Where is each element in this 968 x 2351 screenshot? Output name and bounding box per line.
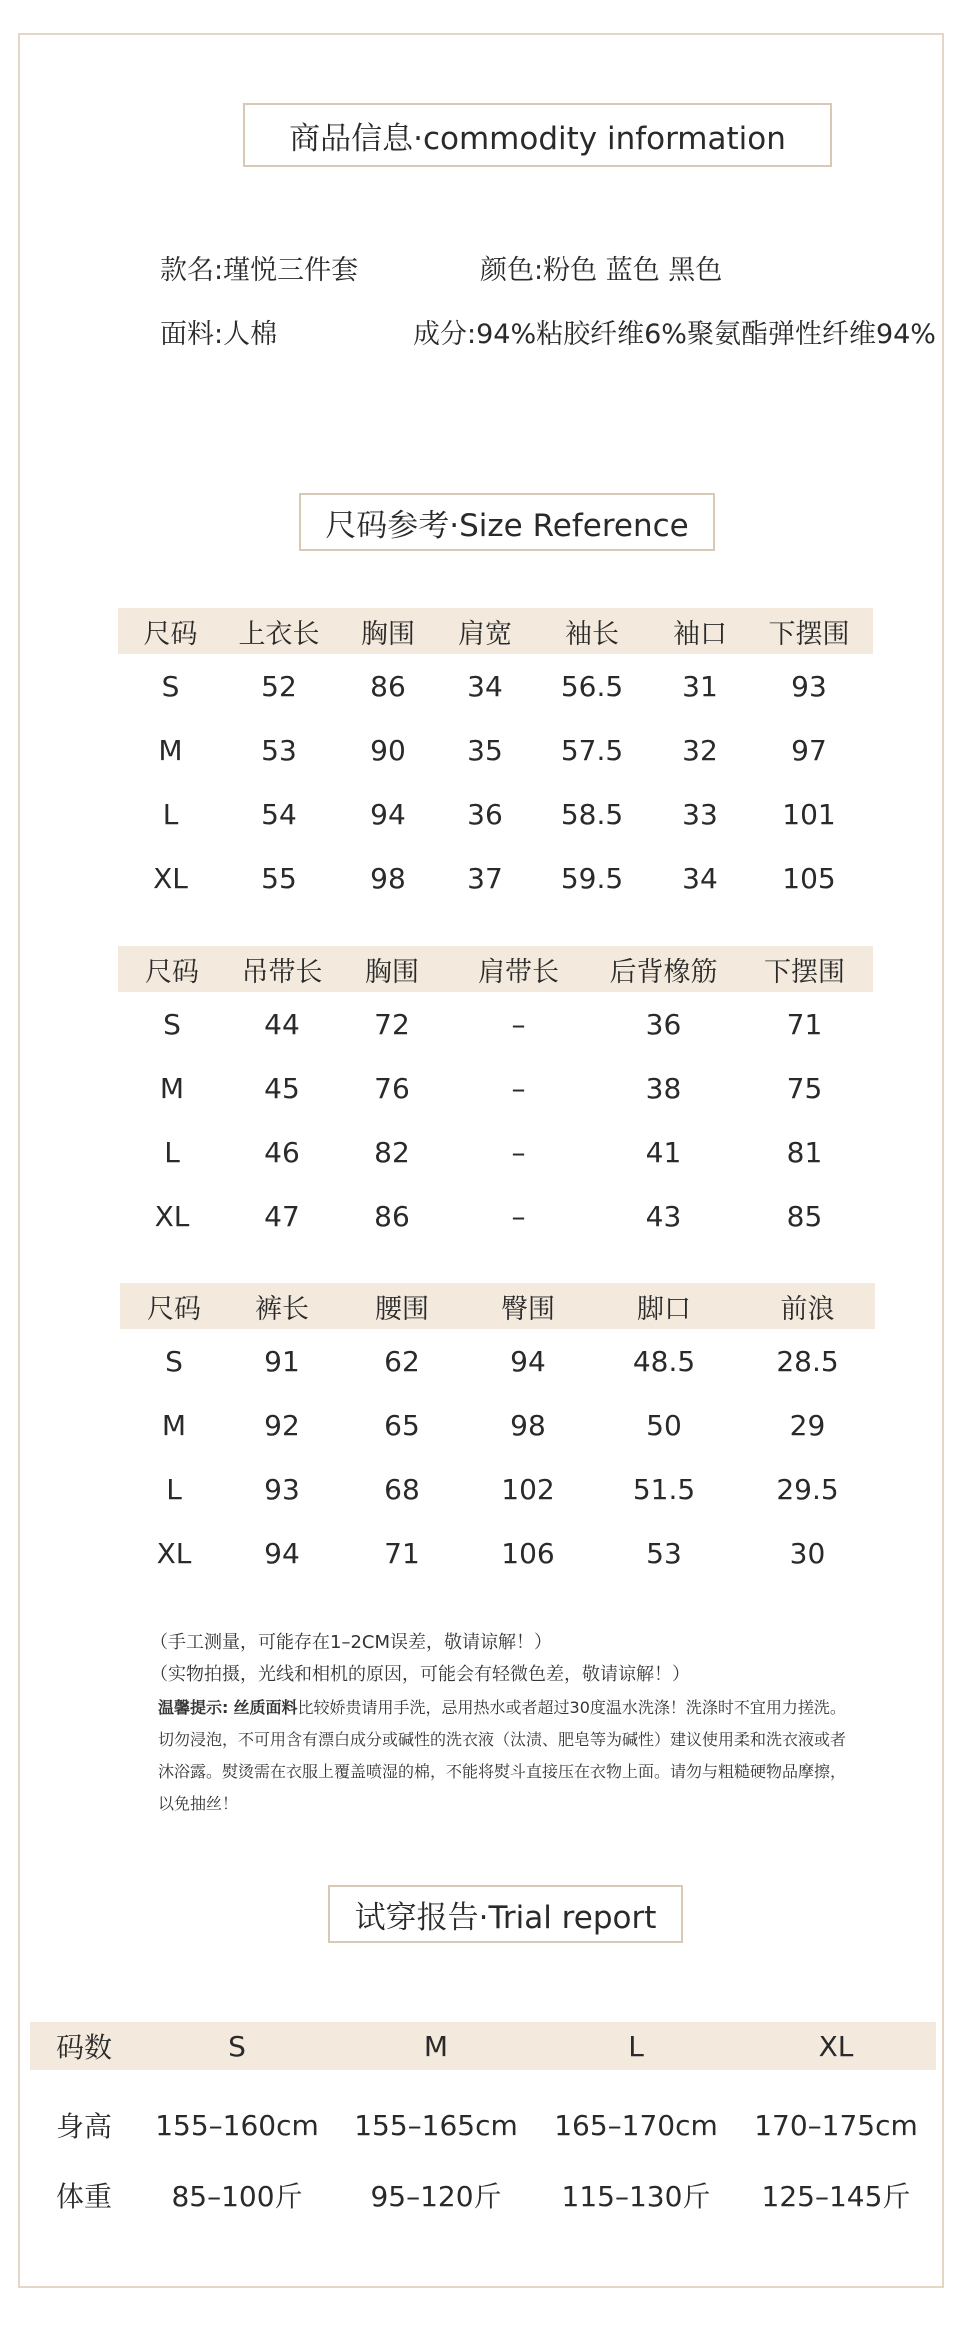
header-cell: 前浪 [740, 1283, 875, 1329]
table-cell: 59.5 [560, 861, 624, 895]
table-row [118, 1056, 873, 1120]
header-cell: 裤长 [228, 1283, 336, 1329]
table-cell: 93 [791, 669, 827, 703]
top-size-table [118, 608, 873, 910]
table-row [30, 2160, 936, 2230]
table-cell: 97 [791, 733, 827, 767]
color-difference-note: （实物拍摄，光线和相机的原因，可能会有轻微色差，敬请谅解！） [150, 1664, 690, 1685]
table-cell: 86 [374, 1199, 410, 1233]
table-cell: – [511, 1135, 526, 1169]
table-cell: 76 [374, 1071, 410, 1105]
table-cell: S [165, 1344, 183, 1378]
table-cell: 34 [467, 669, 503, 703]
table-cell: 85 [786, 1199, 823, 1233]
table-cell: 33 [682, 797, 718, 831]
table-cell: XL [153, 861, 188, 895]
header-cell: 尺码 [118, 946, 226, 992]
tips-text: 比较娇贵请用手洗，忌用热水或者超过30度温水洗涤！洗涤时不宜用力搓洗。切勿浸泡，不可用含有漂白成分或碱性的洗衣液（汰渍、肥皂等为碱性）建议使用柔和洗衣液或者沐浴露。熨烫需在衣服上覆盖喷湿的棉，不能将熨斗直接压在衣物上面。请勿与粗糙硬物品摩擦，以免抽丝！ [158, 1698, 847, 1813]
trial-report-table [30, 2022, 936, 2230]
table-cell: 44 [264, 1007, 300, 1041]
table-cell: – [511, 1199, 526, 1233]
header-cell: 尺码 [118, 608, 223, 654]
header-cell: 袖长 [529, 608, 655, 654]
table-cell: 51.5 [632, 1472, 696, 1506]
header-cell: 袖口 [655, 608, 745, 654]
table-row [120, 1521, 875, 1585]
table-cell: XL [156, 1536, 192, 1570]
table-cell: 46 [264, 1135, 300, 1169]
header-cell: 肩宽 [441, 608, 529, 654]
table-cell: 101 [782, 797, 836, 831]
table-cell: 45 [264, 1071, 300, 1105]
table-cell: 57.5 [560, 733, 624, 767]
fabric-label: 面料: [160, 319, 224, 350]
composition-label: 成分: [413, 319, 477, 350]
table-cell: 38 [645, 1071, 682, 1105]
table-cell: 71 [786, 1007, 823, 1041]
table-cell: 37 [467, 861, 503, 895]
table-cell: 75 [786, 1071, 823, 1105]
table-cell: 56.5 [560, 669, 624, 703]
table-cell: 47 [264, 1199, 300, 1233]
table-header-row [120, 1283, 875, 1329]
table-cell: 62 [384, 1344, 420, 1378]
table-cell: L [162, 797, 179, 831]
table-cell: 94 [370, 797, 406, 831]
table-cell: 91 [264, 1344, 300, 1378]
table-cell: 94 [264, 1536, 300, 1570]
header-cell: 胸围 [338, 946, 446, 992]
color-info [480, 248, 722, 287]
table-cell: 32 [682, 733, 718, 767]
composition-value: 94%粘胶纤维6%聚氨酯弹性纤维94% [476, 319, 936, 350]
spacer-cell [30, 2070, 936, 2090]
header-cell: 尺码 [120, 1283, 228, 1329]
table-cell: XL [154, 1199, 190, 1233]
table-cell: 155–165cm [354, 2108, 518, 2142]
color-value: 粉色 蓝色 黑色 [543, 255, 723, 286]
table-cell: 98 [370, 861, 406, 895]
table-header-row [118, 946, 873, 992]
header-cell: 下摆围 [745, 608, 873, 654]
table-cell: 94 [510, 1344, 546, 1378]
style-name [160, 248, 358, 287]
camisole-size-table [118, 946, 873, 1248]
style-label: 款名: [160, 255, 224, 286]
header-cell: 码数 [30, 2022, 138, 2070]
table-cell: – [511, 1071, 526, 1105]
table-cell: 30 [789, 1536, 826, 1570]
table-cell: 102 [501, 1472, 555, 1506]
table-cell: 55 [261, 861, 297, 895]
care-tips [158, 1692, 848, 1820]
table-cell: 71 [384, 1536, 420, 1570]
header-cell: 脚口 [588, 1283, 740, 1329]
table-cell: L [166, 1472, 182, 1506]
trial-report-title: 试穿报告·Trial report [328, 1885, 683, 1943]
composition-info [413, 312, 936, 351]
table-cell: M [161, 1408, 187, 1442]
header-cell: 肩带长 [446, 946, 591, 992]
table-row [118, 782, 873, 846]
table-cell: 29 [789, 1408, 826, 1442]
table-cell: 155–160cm [155, 2108, 319, 2142]
table-cell: 95–120斤 [370, 2180, 502, 2213]
table-cell: 28.5 [776, 1344, 839, 1378]
table-cell: 90 [370, 733, 406, 767]
table-cell: 105 [782, 861, 836, 895]
table-cell: 体重 [55, 2180, 112, 2213]
table-cell: 29.5 [776, 1472, 839, 1506]
table-cell: 53 [646, 1536, 682, 1570]
header-cell: XL [736, 2022, 936, 2070]
table-cell: 36 [467, 797, 503, 831]
header-cell: 腰围 [336, 1283, 468, 1329]
table-row [120, 1393, 875, 1457]
table-cell: M [159, 1071, 185, 1105]
table-cell: 65 [384, 1408, 420, 1442]
table-row [118, 654, 873, 718]
table-cell: 36 [645, 1007, 682, 1041]
table-cell: 125–145斤 [761, 2180, 911, 2213]
table-cell: 170–175cm [754, 2108, 918, 2142]
table-row [118, 718, 873, 782]
table-cell: M [158, 733, 183, 767]
table-cell: 98 [510, 1408, 546, 1442]
table-cell: 48.5 [632, 1344, 696, 1378]
table-cell: S [163, 1007, 181, 1041]
pants-size-table [120, 1283, 875, 1585]
header-cell: L [536, 2022, 736, 2070]
table-row [118, 1120, 873, 1184]
commodity-title: 商品信息·commodity information [243, 103, 832, 167]
table-row [118, 846, 873, 910]
table-cell: 35 [467, 733, 503, 767]
table-cell: 93 [264, 1472, 300, 1506]
table-cell: 115–130斤 [561, 2180, 711, 2213]
table-row [118, 992, 873, 1056]
table-row [120, 1329, 875, 1393]
table-row [30, 2090, 936, 2160]
table-cell: 52 [261, 669, 297, 703]
table-row [118, 1184, 873, 1248]
table-cell: L [164, 1135, 180, 1169]
header-cell: M [336, 2022, 536, 2070]
table-cell: 68 [384, 1472, 420, 1506]
table-cell: 50 [646, 1408, 682, 1442]
table-row [120, 1457, 875, 1521]
table-cell: S [161, 669, 180, 703]
table-cell: 58.5 [560, 797, 624, 831]
table-cell: 81 [786, 1135, 823, 1169]
header-cell: 臀围 [468, 1283, 588, 1329]
header-cell: S [138, 2022, 336, 2070]
table-cell: 43 [645, 1199, 682, 1233]
table-cell: 31 [682, 669, 718, 703]
table-cell: 54 [261, 797, 297, 831]
measurement-note: （手工测量，可能存在1–2CM误差，敬请谅解！） [150, 1632, 553, 1653]
fabric-value: 人棉 [223, 319, 278, 350]
color-label: 颜色: [480, 255, 544, 286]
table-cell: 72 [374, 1007, 410, 1041]
tips-label: 温馨提示: [158, 1698, 229, 1717]
table-cell: 165–170cm [554, 2108, 718, 2142]
table-cell: 41 [645, 1135, 682, 1169]
table-cell: 106 [501, 1536, 555, 1570]
table-cell: 85–100斤 [171, 2180, 303, 2213]
table-cell: 92 [264, 1408, 300, 1442]
table-cell: 身高 [55, 2110, 112, 2143]
table-cell: 53 [261, 733, 297, 767]
header-cell: 上衣长 [223, 608, 335, 654]
header-cell: 胸围 [335, 608, 441, 654]
header-cell: 后背橡筋 [591, 946, 736, 992]
table-cell: 86 [370, 669, 406, 703]
table-cell: 82 [374, 1135, 410, 1169]
style-value: 瑾悦三件套 [223, 255, 359, 286]
table-header-row [30, 2022, 936, 2070]
table-cell: – [511, 1007, 526, 1041]
table-header-row [118, 608, 873, 654]
header-cell: 吊带长 [226, 946, 338, 992]
tips-prefix: 丝质面料 [233, 1698, 298, 1717]
size-reference-title: 尺码参考·Size Reference [299, 493, 715, 551]
header-cell: 下摆围 [736, 946, 873, 992]
fabric-info [160, 312, 277, 351]
table-cell: 34 [682, 861, 718, 895]
